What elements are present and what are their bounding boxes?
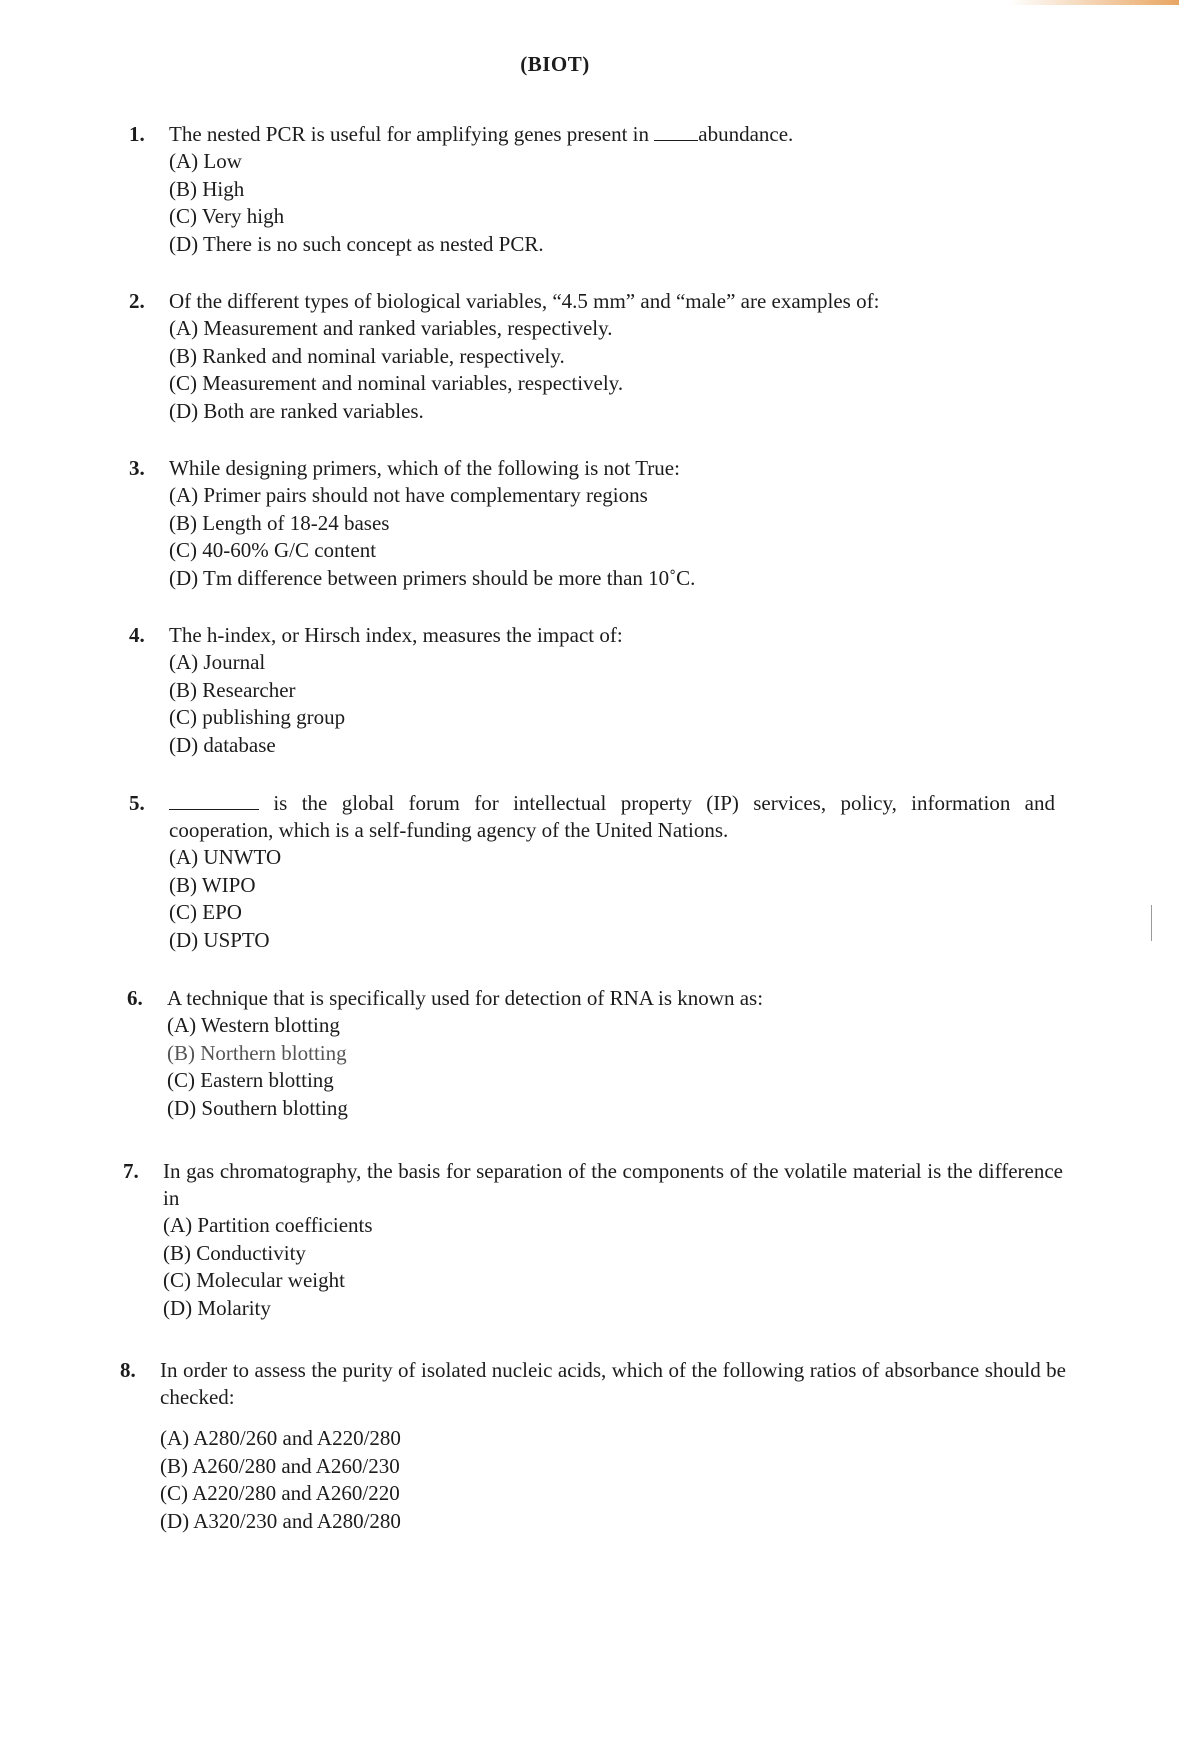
option-c: (C) A220/280 and A260/220 <box>160 1481 400 1505</box>
option-d: (D) USPTO <box>169 927 270 952</box>
option-a: (A) Western blotting <box>167 1013 340 1037</box>
question-2 <box>129 288 1069 425</box>
question-8 <box>120 1357 1066 1535</box>
question-number: 2. <box>129 289 145 313</box>
option-d: (D) Molarity <box>163 1295 271 1320</box>
question-stem: The h-index, or Hirsch index, measures the impact of: <box>169 623 623 647</box>
option-b: (B) Northern blotting <box>167 1040 347 1065</box>
option-a: (A) Primer pairs should not have complementary regions <box>169 483 648 507</box>
option-c: (C) Molecular weight <box>163 1268 345 1292</box>
option-c: (C) Eastern blotting <box>167 1068 334 1092</box>
answer-blank <box>169 791 259 810</box>
option-d: (D) A320/230 and A280/280 <box>160 1508 401 1533</box>
question-stem: In order to assess the purity of isolated nucleic acids, which of the following ratios of absorbance should be checked: <box>160 1358 1066 1409</box>
option-a: (A) Partition coefficients <box>163 1213 373 1237</box>
option-a: (A) A280/260 and A220/280 <box>160 1426 401 1450</box>
option-b: (B) Conductivity <box>163 1240 306 1265</box>
question-number: 8. <box>120 1358 136 1382</box>
option-a: (A) Low <box>169 149 242 173</box>
question-number: 6. <box>127 986 143 1010</box>
question-stem: is the global forum for intellectual property (IP) services, policy, information and cooperation, which is a self-funding agency of the United Nations. <box>169 791 1055 842</box>
option-b: (B) WIPO <box>169 872 256 897</box>
option-c: (C) publishing group <box>169 705 346 729</box>
option-c: (C) Very high <box>169 204 285 228</box>
question-number: 1. <box>129 122 145 146</box>
option-d: (D) Tm difference between primers should be more than 10˚C. <box>169 565 696 590</box>
option-d: (D) Both are ranked variables. <box>169 398 424 423</box>
question-stem: Of the different types of biological variables, “4.5 mm” and “male” are examples of: <box>169 289 880 313</box>
question-7 <box>123 1158 1063 1322</box>
option-b: (B) A260/280 and A260/230 <box>160 1453 400 1478</box>
page-edge-stain <box>1009 0 1179 5</box>
question-3 <box>129 455 1029 592</box>
option-b: (B) Length of 18-24 bases <box>169 510 390 535</box>
answer-blank <box>654 122 698 141</box>
option-a: (A) Journal <box>169 650 266 674</box>
option-d: (D) There is no such concept as nested PCR. <box>169 231 544 256</box>
question-1 <box>129 121 1029 258</box>
option-c: (C) Measurement and nominal variables, respectively. <box>169 371 624 395</box>
option-c: (C) EPO <box>169 900 242 924</box>
question-stem: In gas chromatography, the basis for separation of the components of the volatile material is the difference in <box>163 1159 1063 1210</box>
question-stem: While designing primers, which of the following is not True: <box>169 456 680 480</box>
question-number: 4. <box>129 623 145 647</box>
question-stem: A technique that is specifically used for detection of RNA is known as: <box>167 986 764 1010</box>
question-4 <box>129 622 1029 759</box>
question-6 <box>127 985 1027 1122</box>
option-b: (B) High <box>169 176 245 201</box>
question-stem: The nested PCR is useful for amplifying genes present in abundance. <box>169 122 794 146</box>
question-number: 7. <box>123 1159 139 1183</box>
option-b: (B) Researcher <box>169 677 296 702</box>
option-a: (A) Measurement and ranked variables, respectively. <box>169 316 613 340</box>
option-a: (A) UNWTO <box>169 845 282 869</box>
option-c: (C) 40-60% G/C content <box>169 538 377 562</box>
question-5 <box>129 790 1055 954</box>
question-number: 3. <box>129 456 145 480</box>
option-d: (D) Southern blotting <box>167 1095 348 1120</box>
page-title: (BIOT) <box>520 52 590 76</box>
margin-pencil-mark <box>1151 905 1152 941</box>
option-b: (B) Ranked and nominal variable, respectively. <box>169 343 565 368</box>
option-d: (D) database <box>169 732 276 757</box>
question-number: 5. <box>129 791 145 815</box>
